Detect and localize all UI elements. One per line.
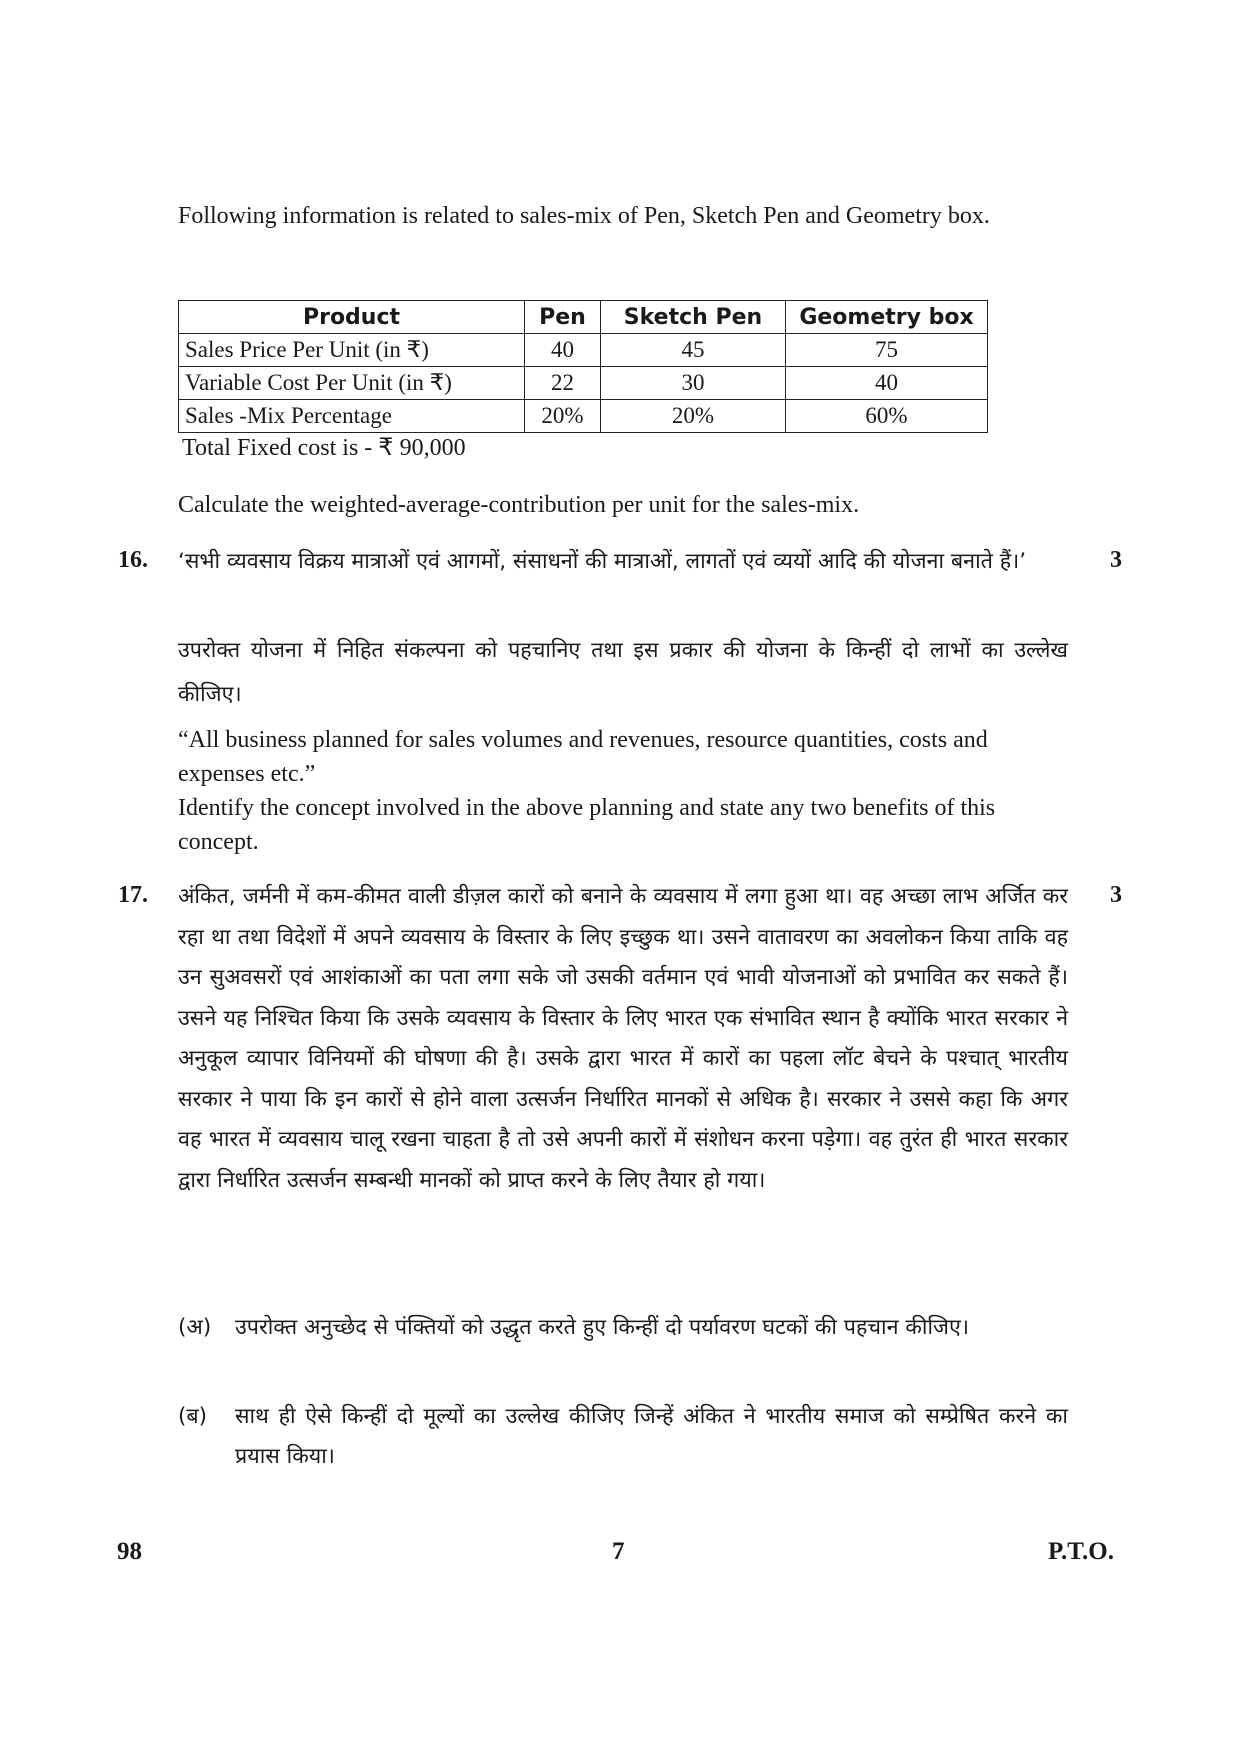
question-17-part-a	[178, 1308, 1068, 1348]
question-16-hindi-question: उपरोक्त योजना में निहित संकल्पना को पहचानिए तथा इस प्रकार की योजना के किन्हीं दो लाभों का उल्लेख कीजिए।	[178, 638, 1068, 707]
header-sketch-pen: Sketch Pen	[601, 301, 786, 334]
question-16-number: 16.	[118, 547, 148, 573]
calculate-instruction: Calculate the weighted-average-contribution per unit for the sales-mix.	[178, 492, 860, 518]
part-b-text: साथ ही ऐसे किन्हीं दो मूल्यों का उल्लेख कीजिए जिन्हें अंकित ने भारतीय समाज को सम्प्रेषित करने का प्रयास किया।	[235, 1404, 1068, 1469]
table-cell: 30	[601, 367, 786, 400]
table-cell: 40	[786, 367, 988, 400]
fixed-cost-text: Total Fixed cost is - ₹ 90,000	[182, 435, 466, 461]
table-header-row	[179, 301, 988, 334]
table-cell: 45	[601, 334, 786, 367]
table-cell: 22	[525, 367, 601, 400]
header-geometry-box: Geometry box	[786, 301, 988, 334]
table-cell: 40	[525, 334, 601, 367]
table-row	[179, 400, 988, 433]
table-cell: 20%	[601, 400, 786, 433]
header-product: Product	[179, 301, 525, 334]
row-label: Sales Price Per Unit (in ₹)	[179, 334, 525, 367]
sales-mix-table	[178, 300, 988, 433]
table-row	[179, 334, 988, 367]
table-row	[179, 367, 988, 400]
table-cell: 75	[786, 334, 988, 367]
header-pen: Pen	[525, 301, 601, 334]
question-16-marks: 3	[1110, 547, 1122, 573]
pto-label: P.T.O.	[1048, 1538, 1114, 1565]
question-17-marks: 3	[1110, 882, 1122, 908]
question-16-english-quote: “All business planned for sales volumes and revenues, resource quantities, costs and expenses etc.”	[178, 727, 988, 787]
question-17-part-b	[178, 1397, 1068, 1477]
page-number: 7	[612, 1538, 625, 1565]
question-17-number: 17.	[118, 882, 148, 908]
part-a-label: (अ)	[178, 1315, 212, 1340]
question-16-english-question: Identify the concept involved in the above planning and state any two benefits of this concept.	[178, 795, 996, 855]
question-16-hindi-quote: ‘सभी व्यवसाय विक्रय मात्राओं एवं आगमों, संसाधनों की मात्राओं, लागतों एवं व्ययों आदि की योजना बनाते हैं।’	[178, 549, 1027, 574]
part-a-text: उपरोक्त अनुच्छेद से पंक्तियों को उद्धृत करते हुए किन्हीं दो पर्यावरण घटकों की पहचान कीजिए।	[235, 1315, 970, 1340]
intro-text: Following information is related to sales-mix of Pen, Sketch Pen and Geometry box.	[178, 203, 990, 229]
table-cell: 60%	[786, 400, 988, 433]
row-label: Variable Cost Per Unit (in ₹)	[179, 367, 525, 400]
paper-code: 98	[117, 1538, 142, 1565]
question-17-hindi-passage: अंकित, जर्मनी में कम-कीमत वाली डीज़ल कारों को बनाने के व्यवसाय में लगा हुआ था। वह अच्छा लाभ अर्जित कर रहा था तथा विदेशों में अपने व्यवसाय के विस्तार के लिए इच्छुक था। उसने वातावरण का अवलोकन किया ताकि वह उन सुअवसरों एवं आशंकाओं का पता लगा सके जो उसकी वर्तमान एवं भावी योजनाओं को प्रभावित कर सकते हैं। उसने यह निश्चित किया कि उसके व्यवसाय के विस्तार के लिए भारत एक संभावित स्थान है क्योंकि भारत सरकार ने अनुकूल व्यापार विनियमों की घोषणा की है। उसके द्वारा भारत में कारों का पहला लॉट बेचने के पश्चात् भारतीय सरकार ने पाया कि इन कारों से होने वाला उत्सर्जन निर्धारित मानकों से अधिक है। सरकार ने उससे कहा कि अगर वह भारत में व्यवसाय चालू रखना चाहता है तो उसे अपनी कारों में संशोधन करना पड़ेगा। वह तुरंत ही भारत सरकार द्वारा निर्धारित उत्सर्जन सम्बन्धी मानकों को प्राप्त करने के लिए तैयार हो गया।	[178, 884, 1068, 1193]
table-cell: 20%	[525, 400, 601, 433]
row-label: Sales -Mix Percentage	[179, 400, 525, 433]
part-b-label: (ब)	[178, 1404, 208, 1429]
